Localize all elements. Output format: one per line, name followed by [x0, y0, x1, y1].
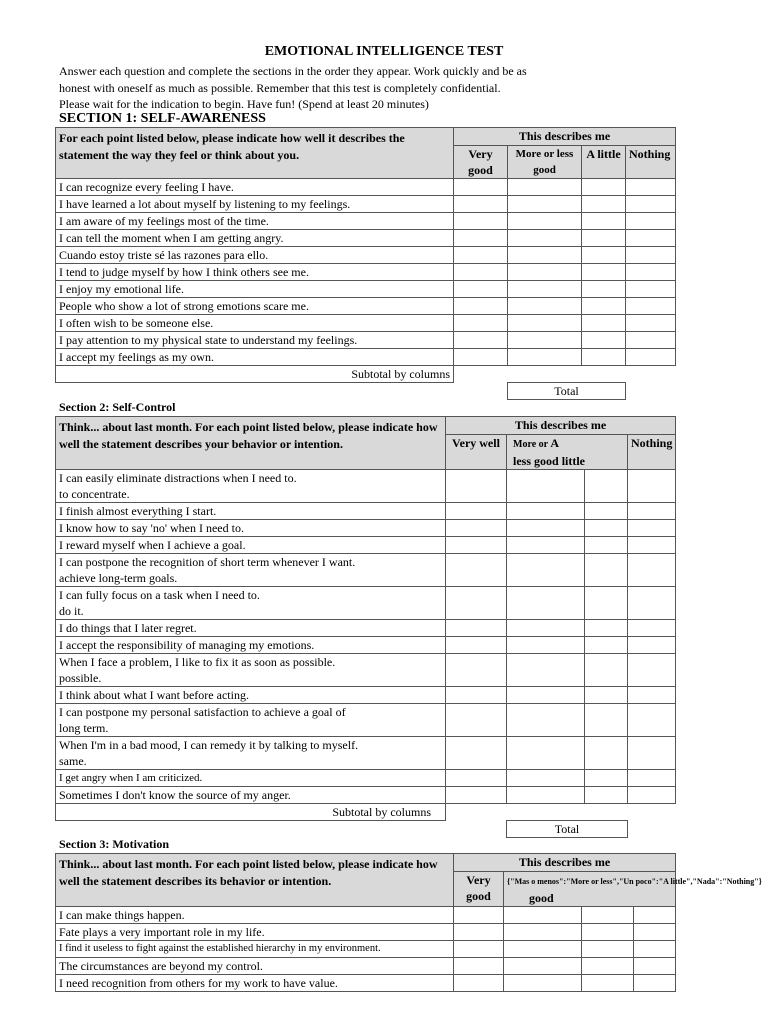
col-a-little: A little: [582, 146, 626, 179]
answer-cell[interactable]: [628, 520, 676, 537]
answer-cell[interactable]: [582, 958, 634, 975]
answer-cell[interactable]: [626, 213, 676, 230]
answer-cell[interactable]: [582, 924, 634, 941]
section3-table: [55, 853, 762, 992]
table-row: [56, 349, 676, 366]
statement-text: Sometimes I don't know the source of my anger.: [56, 787, 446, 804]
statement-text: I can postpone the recognition of short term whenever I want. achieve long-term goals.: [56, 554, 446, 587]
total-label: Total: [507, 821, 628, 838]
answer-cell[interactable]: [446, 620, 507, 637]
page-title: EMOTIONAL INTELLIGENCE TEST: [264, 44, 504, 59]
statement-text: I can recognize every feeling I have.: [56, 179, 454, 196]
answer-cell[interactable]: [628, 704, 676, 737]
statement-text: I have learned a lot about myself by listening to my feelings.: [56, 196, 454, 213]
answer-cell[interactable]: [507, 787, 585, 804]
answer-cell[interactable]: [585, 537, 628, 554]
statement-text: I can easily eliminate distractions when I need to. to concentrate.: [56, 470, 446, 503]
answer-cell[interactable]: [446, 637, 507, 654]
total-label: Total: [508, 383, 626, 400]
answer-cell[interactable]: [582, 213, 626, 230]
intro-line: Please wait for the indication to begin. Have fun! (Spend at least 20 minutes): [59, 97, 429, 111]
section3-lead: Think... about last month. For each point listed below, please indicate how well the statement describes its behavior or intention.: [56, 854, 454, 907]
answer-cell[interactable]: [585, 704, 628, 737]
answer-cell[interactable]: [454, 247, 508, 264]
answer-cell[interactable]: [446, 654, 507, 687]
intro-line: Answer each question and complete the sections in the order they appear. Work quickly and be as: [59, 64, 527, 78]
statement-text: When I'm in a bad mood, I can remedy it by talking to myself. same.: [56, 737, 446, 770]
col-more-or-less-a-little: [507, 435, 628, 470]
answer-cell[interactable]: [507, 704, 585, 737]
table-row: [56, 247, 676, 264]
answer-cell[interactable]: [446, 587, 507, 620]
statement-text: I reward myself when I achieve a goal.: [56, 537, 446, 554]
section2-table: [55, 416, 676, 838]
table-row: [56, 298, 676, 315]
intro-text: [59, 63, 579, 113]
answer-cell[interactable]: [585, 687, 628, 704]
table-row: [56, 704, 676, 737]
col-more-or-label: More or: [513, 439, 549, 450]
answer-cell[interactable]: [454, 298, 508, 315]
section3-heading: Section 3: Motivation: [59, 837, 169, 851]
table-row: [56, 315, 676, 332]
table-row: [56, 787, 676, 804]
statement-text: I can tell the moment when I am getting angry.: [56, 230, 454, 247]
answer-cell[interactable]: [628, 470, 676, 503]
answer-cell[interactable]: [446, 687, 507, 704]
statement-text: I often wish to be someone else.: [56, 315, 454, 332]
section2-lead: Think... about last month. For each point listed below, please indicate how well the statement describes your behavior or intention.: [56, 417, 446, 470]
answer-cell[interactable]: [454, 196, 508, 213]
table-row: [56, 687, 676, 704]
statement-text: I can make things happen.: [56, 907, 454, 924]
table-row: [56, 281, 676, 298]
answer-cell[interactable]: [507, 554, 585, 587]
table-row: [56, 941, 676, 958]
answer-cell[interactable]: [454, 179, 508, 196]
answer-cell[interactable]: [585, 554, 628, 587]
col-json-header: [504, 872, 762, 907]
answer-cell[interactable]: [628, 554, 676, 587]
answer-cell[interactable]: [454, 907, 504, 924]
answer-cell[interactable]: [628, 787, 676, 804]
answer-cell[interactable]: [508, 332, 582, 349]
col-more-or-less: More or less good: [508, 146, 582, 179]
answer-cell[interactable]: [446, 737, 507, 770]
col-nothing: Nothing: [626, 146, 676, 179]
table-row: [56, 470, 676, 503]
answer-cell[interactable]: [454, 332, 508, 349]
table-row: [56, 503, 676, 520]
answer-cell[interactable]: [626, 315, 676, 332]
answer-cell[interactable]: [585, 787, 628, 804]
statement-text: People who show a lot of strong emotions scare me.: [56, 298, 454, 315]
statement-text: I am aware of my feelings most of the time.: [56, 213, 454, 230]
statement-text: I pay attention to my physical state to understand my feelings.: [56, 332, 454, 349]
statement-text: When I face a problem, I like to fix it as soon as possible. possible.: [56, 654, 446, 687]
answer-cell[interactable]: [507, 654, 585, 687]
answer-cell[interactable]: [454, 975, 504, 992]
answer-cell[interactable]: [446, 704, 507, 737]
table-row: [56, 332, 676, 349]
section2-group-header: This describes me: [446, 417, 676, 435]
table-row: [56, 179, 676, 196]
answer-cell[interactable]: [628, 537, 676, 554]
table-row: [56, 924, 676, 941]
col-very-good: Very good: [454, 872, 504, 907]
answer-cell[interactable]: [582, 907, 634, 924]
answer-cell[interactable]: [585, 587, 628, 620]
answer-cell[interactable]: [585, 520, 628, 537]
col-less-good-label: less good: [513, 454, 559, 468]
answer-cell[interactable]: [634, 907, 676, 924]
answer-cell[interactable]: [582, 941, 634, 958]
answer-cell[interactable]: [508, 247, 582, 264]
col-json-label: {"Mas o menos":"More or less","Un poco":"A little","Nada":"Nothing"}: [507, 877, 762, 886]
subtotal-label: Subtotal by columns: [56, 366, 454, 383]
answer-cell[interactable]: [628, 770, 676, 787]
answer-cell[interactable]: [626, 281, 676, 298]
statement-text: I accept my feelings as my own.: [56, 349, 454, 366]
answer-cell[interactable]: [582, 298, 626, 315]
section1-heading: SECTION 1: SELF-AWARENESS: [59, 111, 266, 126]
answer-cell[interactable]: [454, 213, 508, 230]
statement-text: I enjoy my emotional life.: [56, 281, 454, 298]
answer-cell[interactable]: [634, 941, 676, 958]
answer-cell[interactable]: [446, 537, 507, 554]
statement-text: Fate plays a very important role in my life.: [56, 924, 454, 941]
answer-cell[interactable]: [628, 737, 676, 770]
answer-cell[interactable]: [507, 620, 585, 637]
answer-cell[interactable]: [446, 770, 507, 787]
answer-cell[interactable]: [504, 975, 582, 992]
answer-cell[interactable]: [508, 315, 582, 332]
statement-text: The circumstances are beyond my control.: [56, 958, 454, 975]
answer-cell[interactable]: [582, 281, 626, 298]
answer-cell[interactable]: [582, 196, 626, 213]
answer-cell[interactable]: [454, 349, 508, 366]
table-row: [56, 520, 676, 537]
col-very-good: Very good: [454, 146, 508, 179]
answer-cell[interactable]: [507, 470, 585, 503]
table-row: [56, 737, 676, 770]
answer-cell[interactable]: [507, 737, 585, 770]
answer-cell[interactable]: [582, 230, 626, 247]
table-row: [56, 587, 676, 620]
statement-text: I can postpone my personal satisfaction to achieve a goal of long term.: [56, 704, 446, 737]
answer-cell[interactable]: [626, 298, 676, 315]
table-row: [56, 770, 676, 787]
answer-cell[interactable]: [454, 958, 504, 975]
subtotal-label: Subtotal by columns: [56, 804, 446, 821]
col-very-well: Very well: [446, 435, 507, 470]
answer-cell[interactable]: [585, 503, 628, 520]
answer-cell[interactable]: [582, 975, 634, 992]
answer-cell[interactable]: [626, 196, 676, 213]
answer-cell[interactable]: [582, 315, 626, 332]
answer-cell[interactable]: [582, 179, 626, 196]
answer-cell[interactable]: [508, 349, 582, 366]
answer-cell[interactable]: [454, 281, 508, 298]
answer-cell[interactable]: [585, 620, 628, 637]
answer-cell[interactable]: [507, 770, 585, 787]
answer-cell[interactable]: [454, 315, 508, 332]
answer-cell[interactable]: [585, 737, 628, 770]
answer-cell[interactable]: [628, 587, 676, 620]
answer-cell[interactable]: [508, 230, 582, 247]
answer-cell[interactable]: [582, 332, 626, 349]
table-row: [56, 230, 676, 247]
section1-group-header: This describes me: [454, 128, 676, 146]
answer-cell[interactable]: [634, 958, 676, 975]
answer-cell[interactable]: [628, 654, 676, 687]
section3-group-header: This describes me: [454, 854, 676, 872]
answer-cell[interactable]: [585, 770, 628, 787]
col-little-label: little: [561, 454, 586, 468]
answer-cell[interactable]: [508, 196, 582, 213]
col-good-label: good: [529, 891, 554, 905]
answer-cell[interactable]: [446, 470, 507, 503]
answer-cell[interactable]: [626, 349, 676, 366]
answer-cell[interactable]: [504, 941, 582, 958]
section1-table: [55, 127, 676, 400]
answer-cell[interactable]: [446, 503, 507, 520]
answer-cell[interactable]: [585, 470, 628, 503]
answer-cell[interactable]: [507, 520, 585, 537]
answer-cell[interactable]: [507, 687, 585, 704]
answer-cell[interactable]: [628, 687, 676, 704]
statement-text: I get angry when I am criticized.: [56, 770, 446, 787]
answer-cell[interactable]: [507, 637, 585, 654]
statement-text: I do things that I later regret.: [56, 620, 446, 637]
answer-cell[interactable]: [626, 332, 676, 349]
answer-cell[interactable]: [585, 654, 628, 687]
table-row: [56, 264, 676, 281]
answer-cell[interactable]: [446, 554, 507, 587]
answer-cell[interactable]: [626, 179, 676, 196]
answer-cell[interactable]: [508, 281, 582, 298]
table-row: [56, 620, 676, 637]
statement-text: I know how to say 'no' when I need to.: [56, 520, 446, 537]
answer-cell[interactable]: [634, 975, 676, 992]
answer-cell[interactable]: [454, 264, 508, 281]
answer-cell[interactable]: [582, 247, 626, 264]
statement-text: I finish almost everything I start.: [56, 503, 446, 520]
answer-cell[interactable]: [508, 264, 582, 281]
answer-cell[interactable]: [504, 958, 582, 975]
statement-text: I need recognition from others for my work to have value.: [56, 975, 454, 992]
answer-cell[interactable]: [626, 247, 676, 264]
answer-cell[interactable]: [504, 924, 582, 941]
table-row: [56, 975, 676, 992]
table-row: [56, 196, 676, 213]
answer-cell[interactable]: [582, 264, 626, 281]
answer-cell[interactable]: [507, 587, 585, 620]
statement-text: I tend to judge myself by how I think others see me.: [56, 264, 454, 281]
answer-cell[interactable]: [454, 941, 504, 958]
table-row: [56, 213, 676, 230]
answer-cell[interactable]: [446, 787, 507, 804]
statement-text: I can fully focus on a task when I need to. do it.: [56, 587, 446, 620]
answer-cell[interactable]: [634, 924, 676, 941]
answer-cell[interactable]: [628, 637, 676, 654]
col-nothing: Nothing: [628, 435, 676, 470]
answer-cell[interactable]: [628, 620, 676, 637]
answer-cell[interactable]: [507, 503, 585, 520]
statement-text: I accept the responsibility of managing my emotions.: [56, 637, 446, 654]
table-row: [56, 654, 676, 687]
answer-cell[interactable]: [628, 503, 676, 520]
table-row: [56, 958, 676, 975]
answer-cell[interactable]: [585, 637, 628, 654]
statement-text: I find it useless to fight against the established hierarchy in my environment.: [56, 941, 454, 958]
answer-cell[interactable]: [508, 298, 582, 315]
col-a-label: A: [550, 436, 560, 450]
answer-cell[interactable]: [507, 537, 585, 554]
section1-lead: For each point listed below, please indicate how well it describes the statement the way they feel or think about you.: [56, 128, 454, 179]
table-row: [56, 637, 676, 654]
answer-cell[interactable]: [508, 179, 582, 196]
answer-cell[interactable]: [504, 907, 582, 924]
answer-cell[interactable]: [626, 230, 676, 247]
answer-cell[interactable]: [446, 520, 507, 537]
answer-cell[interactable]: [582, 349, 626, 366]
statement-text: I think about what I want before acting.: [56, 687, 446, 704]
intro-line: honest with oneself as much as possible. Remember that this test is completely confidential.: [59, 80, 501, 95]
answer-cell[interactable]: [508, 213, 582, 230]
section2-heading: Section 2: Self-Control: [59, 400, 176, 414]
answer-cell[interactable]: [454, 924, 504, 941]
answer-cell[interactable]: [454, 230, 508, 247]
table-row: [56, 537, 676, 554]
statement-text: Cuando estoy triste sé las razones para ello.: [56, 247, 454, 264]
answer-cell[interactable]: [626, 264, 676, 281]
table-row: [56, 907, 676, 924]
table-row: [56, 554, 676, 587]
